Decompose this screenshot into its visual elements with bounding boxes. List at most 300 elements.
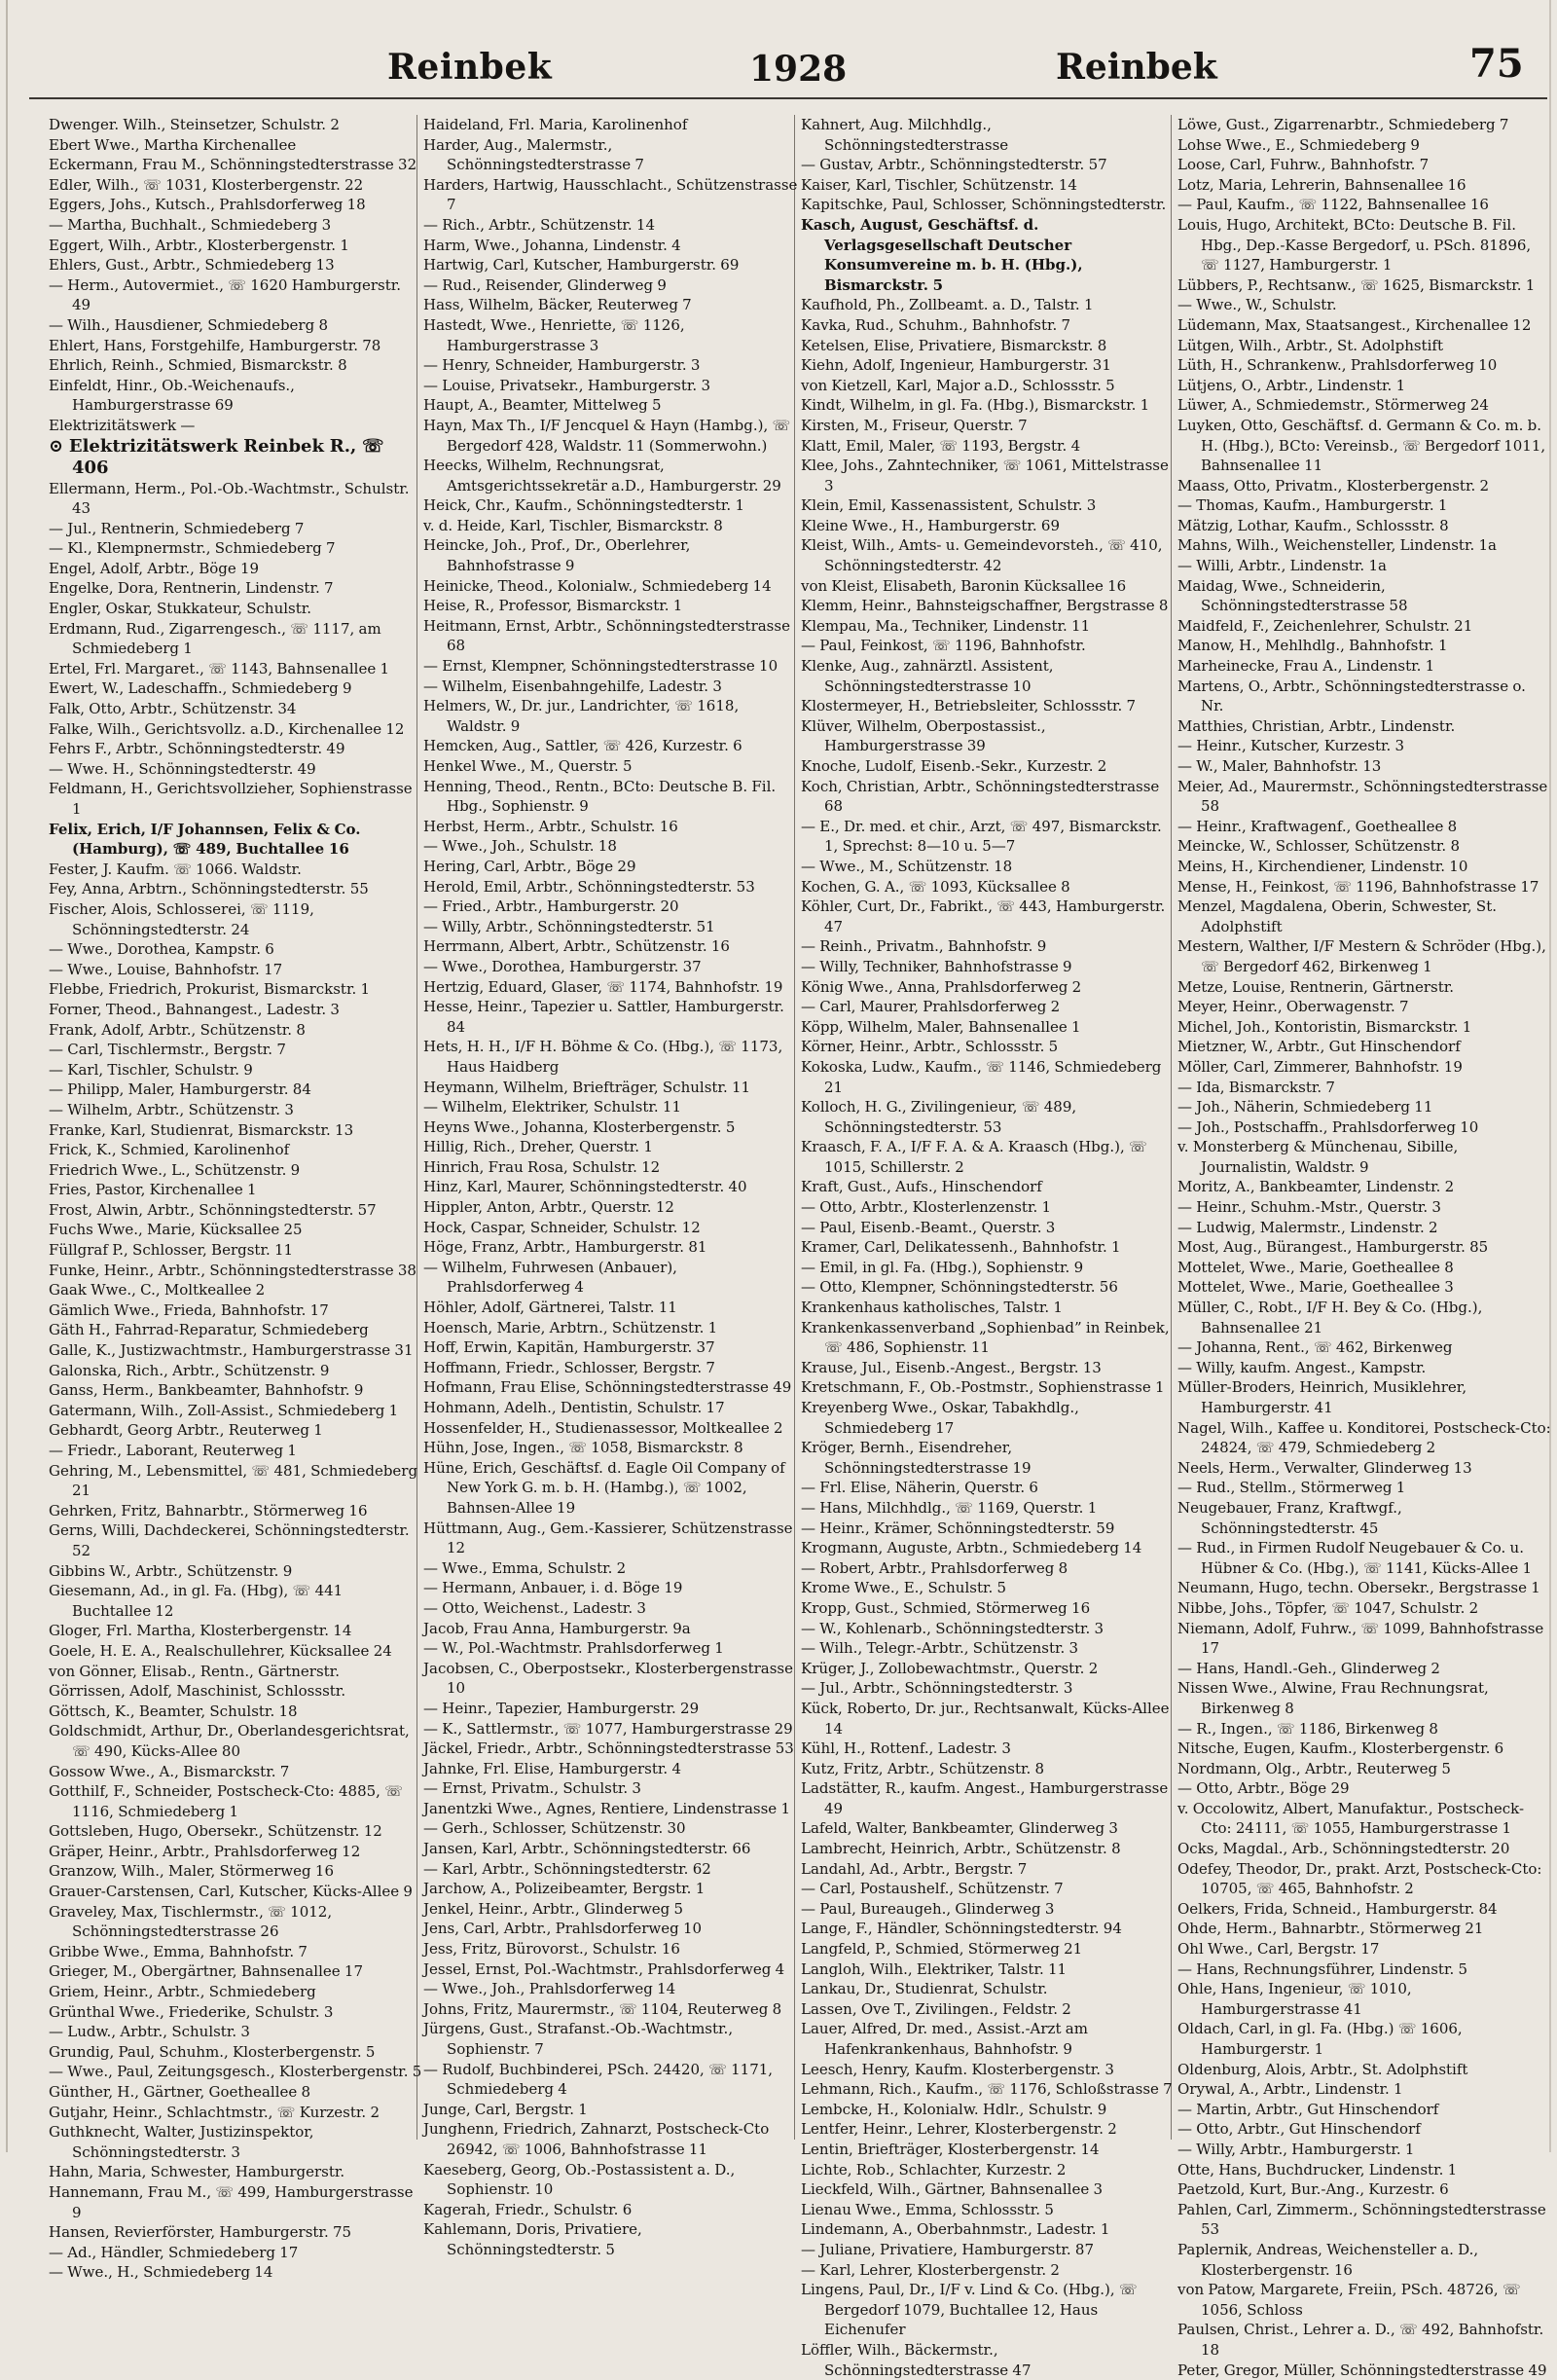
- directory-entry: — Willy, kaufm. Angest., Kampstr.: [1177, 1358, 1552, 1378]
- directory-entry: — Jul., Arbtr., Schönningstedterstr. 3: [801, 1678, 1176, 1699]
- directory-entry: — Wwe., Paul, Zeitungsgesch., Klosterbergenstr. 5: [49, 2062, 423, 2082]
- directory-entry: — Heinr., Tapezier, Hamburgerstr. 29: [423, 1699, 798, 1719]
- directory-entry: — Wwe., Emma, Schulstr. 2: [423, 1558, 798, 1579]
- directory-entry: Gatermann, Wilh., Zoll-Assist., Schmiedeberg 1: [49, 1401, 423, 1421]
- directory-entry: Krome Wwe., E., Schulstr. 5: [801, 1578, 1176, 1598]
- directory-entry: Hillig, Rich., Dreher, Querstr. 1: [423, 1137, 798, 1157]
- directory-entry: Ladstätter, R., kaufm. Angest., Hamburgerstrasse 49: [801, 1778, 1176, 1818]
- directory-entry: Klein, Emil, Kassenassistent, Schulstr. 3: [801, 495, 1176, 516]
- directory-entry: Erdmann, Rud., Zigarrengesch., ☏ 1117, am Schmiedeberg 1: [49, 619, 423, 659]
- directory-entry: Klenke, Aug., zahnärztl. Assistent, Schönningstedterstrasse 10: [801, 656, 1176, 696]
- directory-entry: Jahnke, Frl. Elise, Hamburgerstr. 4: [423, 1759, 798, 1779]
- directory-entry: von Kleist, Elisabeth, Baronin Kücksallee 16: [801, 576, 1176, 597]
- directory-entry: Hannemann, Frau M., ☏ 499, Hamburgerstrasse 9: [49, 2182, 423, 2222]
- directory-entry: Harders, Hartwig, Hausschlacht., Schützenstrasse 7: [423, 175, 798, 215]
- directory-entry: Lütjens, O., Arbtr., Lindenstr. 1: [1177, 376, 1552, 396]
- directory-entry: Oldach, Carl, in gl. Fa. (Hbg.) ☏ 1606, Hamburgerstr. 1: [1177, 2019, 1552, 2059]
- directory-entry: Kahlemann, Doris, Privatiere, Schönningstedterstr. 5: [423, 2219, 798, 2259]
- directory-entry: Henning, Theod., Rentn., BCto: Deutsche B. Fil. Hbg., Sophienstr. 9: [423, 777, 798, 817]
- directory-entry: Martens, O., Arbtr., Schönningstedterstrasse o. Nr.: [1177, 677, 1552, 716]
- directory-entry: — Joh., Postschaffn., Prahlsdorferweg 10: [1177, 1117, 1552, 1138]
- directory-entry: Nagel, Wilh., Kaffee u. Konditorei, Postscheck-Cto: 24824, ☏ 479, Schmiedeberg 2: [1177, 1418, 1552, 1458]
- directory-entry: Klüver, Wilhelm, Oberpostassist., Hamburgerstrasse 39: [801, 716, 1176, 756]
- page-number: 75: [1469, 41, 1524, 87]
- directory-entry: Ertel, Frl. Margaret., ☏ 1143, Bahnsenallee 1: [49, 659, 423, 679]
- directory-entry: Kraft, Gust., Aufs., Hinschendorf: [801, 1177, 1176, 1197]
- directory-entry: Kück, Roberto, Dr. jur., Rechtsanwalt, Kücks-Allee 14: [801, 1699, 1176, 1739]
- directory-entry: — W., Maler, Bahnhofstr. 13: [1177, 756, 1552, 777]
- directory-entry: Lüth, H., Schrankenw., Prahlsdorferweg 10: [1177, 355, 1552, 376]
- directory-entry: — Wilhelm, Eisenbahngehilfe, Ladestr. 3: [423, 677, 798, 697]
- directory-entry: Lambrecht, Heinrich, Arbtr., Schützenstr. 8: [801, 1839, 1176, 1859]
- directory-entry: Hock, Caspar, Schneider, Schulstr. 12: [423, 1218, 798, 1238]
- directory-entry: Jürgens, Gust., Strafanst.-Ob.-Wachtmstr., Sophienstr. 7: [423, 2019, 798, 2059]
- page-header: [0, 33, 1557, 92]
- directory-entry: Kaiser, Karl, Tischler, Schützenstr. 14: [801, 175, 1176, 196]
- directory-entry: Lauer, Alfred, Dr. med., Assist.-Arzt am Hafenkrankenhaus, Bahnhofstr. 9: [801, 2019, 1176, 2059]
- directory-entry: Hass, Wilhelm, Bäcker, Reuterweg 7: [423, 295, 798, 315]
- directory-entry: Haideland, Frl. Maria, Karolinenhof: [423, 115, 798, 135]
- directory-entry: Nissen Wwe., Alwine, Frau Rechnungsrat, Birkenweg 8: [1177, 1678, 1552, 1718]
- directory-entry: Füllgraf P., Schlosser, Bergstr. 11: [49, 1240, 423, 1261]
- directory-entry: — Willi, Arbtr., Lindenstr. 1a: [1177, 556, 1552, 576]
- directory-entry: Frost, Alwin, Arbtr., Schönningstedterstr. 57: [49, 1200, 423, 1221]
- directory-entry: Grundig, Paul, Schuhm., Klosterbergenstr. 5: [49, 2042, 423, 2063]
- directory-entry: — Jul., Rentnerin, Schmiedeberg 7: [49, 519, 423, 539]
- directory-column-2: [423, 115, 798, 2140]
- directory-entry: Ganss, Herm., Bankbeamter, Bahnhofstr. 9: [49, 1380, 423, 1401]
- directory-entry: Eggers, Johs., Kutsch., Prahlsdorferweg 18: [49, 195, 423, 215]
- directory-entry: Nordmann, Olg., Arbtr., Reuterweg 5: [1177, 1759, 1552, 1779]
- directory-entry: Otte, Hans, Buchdrucker, Lindenstr. 1: [1177, 2160, 1552, 2180]
- directory-entry: Junghenn, Friedrich, Zahnarzt, Postscheck-Cto 26942, ☏ 1006, Bahnhofstrasse 11: [423, 2119, 798, 2159]
- directory-entry: Höhler, Adolf, Gärtnerei, Talstr. 11: [423, 1298, 798, 1318]
- directory-entry: Engelke, Dora, Rentnerin, Lindenstr. 7: [49, 578, 423, 599]
- directory-entry: Krankenkassenverband „Sophienbad” in Reinbek, ☏ 486, Sophienstr. 11: [801, 1318, 1176, 1358]
- directory-entry: — Rudolf, Buchbinderei, PSch. 24420, ☏ 1171, Schmiedeberg 4: [423, 2060, 798, 2100]
- directory-entry: Dwenger. Wilh., Steinsetzer, Schulstr. 2: [49, 115, 423, 135]
- directory-entry: — Willy, Arbtr., Schönningstedterstr. 51: [423, 917, 798, 937]
- directory-entry: Hansen, Revierförster, Hamburgerstr. 75: [49, 2222, 423, 2243]
- directory-entry: Lembcke, H., Kolonialw. Hdlr., Schulstr. 9: [801, 2100, 1176, 2120]
- directory-entry: — Martin, Arbtr., Gut Hinschendorf: [1177, 2100, 1552, 2120]
- directory-entry: Hohmann, Adelh., Dentistin, Schulstr. 17: [423, 1398, 798, 1418]
- directory-entry: — Reinh., Privatm., Bahnhofstr. 9: [801, 936, 1176, 957]
- directory-entry: Helmers, W., Dr. jur., Landrichter, ☏ 1618, Waldstr. 9: [423, 696, 798, 736]
- directory-entry: — Friedr., Laborant, Reuterweg 1: [49, 1441, 423, 1461]
- directory-entry: Lafeld, Walter, Bankbeamter, Glinderweg 3: [801, 1818, 1176, 1839]
- directory-entry: Kahnert, Aug. Milchhdlg., Schönningstedterstrasse: [801, 115, 1176, 155]
- directory-entry: — Hans, Handl.-Geh., Glinderweg 2: [1177, 1659, 1552, 1679]
- directory-entry: — Rud., in Firmen Rudolf Neugebauer & Co. u. Hübner & Co. (Hbg.), ☏ 1141, Kücks-Allee 1: [1177, 1538, 1552, 1578]
- directory-entry: Gehring, M., Lebensmittel, ☏ 481, Schmiedeberg 21: [49, 1461, 423, 1501]
- directory-entry: Lüdemann, Max, Staatsangest., Kirchenallee 12: [1177, 315, 1552, 336]
- directory-entry: Lehmann, Rich., Kaufm., ☏ 1176, Schloßstrasse 7: [801, 2079, 1176, 2100]
- directory-entry: Nitsche, Eugen, Kaufm., Klosterbergenstr. 6: [1177, 1739, 1552, 1759]
- directory-entry: Gäth H., Fahrrad-Reparatur, Schmiedeberg: [49, 1320, 423, 1340]
- directory-entry: Maidfeld, F., Zeichenlehrer, Schulstr. 21: [1177, 616, 1552, 637]
- directory-entry: Hofmann, Frau Elise, Schönningstedterstrasse 49: [423, 1377, 798, 1398]
- directory-entry: Flebbe, Friedrich, Prokurist, Bismarckstr. 1: [49, 979, 423, 1000]
- directory-entry: Heecks, Wilhelm, Rechnungsrat, Amtsgerichtssekretär a.D., Hamburgerstr. 29: [423, 456, 798, 495]
- directory-entry: — Hans, Milchhdlg., ☏ 1169, Querstr. 1: [801, 1498, 1176, 1519]
- directory-entry: Jacob, Frau Anna, Hamburgerstr. 9a: [423, 1619, 798, 1639]
- directory-entry: Friedrich Wwe., L., Schützenstr. 9: [49, 1160, 423, 1181]
- directory-entry: Edler, Wilh., ☏ 1031, Klosterbergenstr. 22: [49, 175, 423, 196]
- directory-entry: Goele, H. E. A., Realschullehrer, Kücksallee 24: [49, 1641, 423, 1662]
- directory-entry: — Herm., Autovermiet., ☏ 1620 Hamburgerstr. 49: [49, 275, 423, 315]
- directory-entry: Hesse, Heinr., Tapezier u. Sattler, Hamburgerstr. 84: [423, 997, 798, 1037]
- directory-entry: Guthknecht, Walter, Justizinspektor, Schönningstedterstr. 3: [49, 2122, 423, 2162]
- directory-entry: — Paul, Kaufm., ☏ 1122, Bahnsenallee 16: [1177, 195, 1552, 215]
- directory-entry: — Rud., Reisender, Glinderweg 9: [423, 275, 798, 296]
- directory-entry: — Paul, Feinkost, ☏ 1196, Bahnhofstr.: [801, 636, 1176, 656]
- directory-entry: Franke, Karl, Studienrat, Bismarckstr. 13: [49, 1120, 423, 1141]
- directory-entry: Möller, Carl, Zimmerer, Bahnhofstr. 19: [1177, 1057, 1552, 1078]
- header-left-place: Reinbek: [387, 47, 552, 88]
- directory-entry: — Wilh., Telegr.-Arbtr., Schützenstr. 3: [801, 1638, 1176, 1659]
- directory-entry: Hertzig, Eduard, Glaser, ☏ 1174, Bahnhofstr. 19: [423, 977, 798, 998]
- directory-entry: Hüne, Erich, Geschäftsf. d. Eagle Oil Company of New York G. m. b. H. (Hambg.), ☏ 1002, Bahnsen-Allee 19: [423, 1458, 798, 1519]
- directory-entry: — Otto, Klempner, Schönningstedterstr. 56: [801, 1277, 1176, 1298]
- directory-entry: von Patow, Margarete, Freiin, PSch. 48726, ☏ 1056, Schloss: [1177, 2280, 1552, 2320]
- directory-entry: Jansen, Karl, Arbtr., Schönningstedterstr. 66: [423, 1839, 798, 1859]
- directory-entry: — Martha, Buchhalt., Schmiedeberg 3: [49, 215, 423, 236]
- directory-entry: Herold, Emil, Arbtr., Schönningstedterstr. 53: [423, 877, 798, 897]
- directory-entry: — Karl, Lehrer, Klosterbergenstr. 2: [801, 2260, 1176, 2281]
- directory-entry: — Ludwig, Malermstr., Lindenstr. 2: [1177, 1218, 1552, 1238]
- directory-entry: — Karl, Arbtr., Schönningstedterstr. 62: [423, 1859, 798, 1880]
- directory-entry: Michel, Joh., Kontoristin, Bismarckstr. 1: [1177, 1017, 1552, 1038]
- directory-entry: Kleine Wwe., H., Hamburgerstr. 69: [801, 516, 1176, 536]
- directory-entry: Gerns, Willi, Dachdeckerei, Schönningstedterstr. 52: [49, 1520, 423, 1560]
- directory-entry: — Otto, Arbtr., Gut Hinschendorf: [1177, 2119, 1552, 2140]
- directory-entry: Heitmann, Ernst, Arbtr., Schönningstedterstrasse 68: [423, 616, 798, 656]
- directory-entry: ⊙ Elektrizitätswerk Reinbek R., ☏ 406: [49, 436, 423, 479]
- directory-entry: Jenkel, Heinr., Arbtr., Glinderweg 5: [423, 1899, 798, 1920]
- directory-entry: — Ida, Bismarckstr. 7: [1177, 1078, 1552, 1098]
- directory-entry: — Wilhelm, Elektriker, Schulstr. 11: [423, 1097, 798, 1117]
- directory-entry: Mense, H., Feinkost, ☏ 1196, Bahnhofstrasse 17: [1177, 877, 1552, 897]
- directory-entry: Kochen, G. A., ☏ 1093, Kücksallee 8: [801, 877, 1176, 897]
- directory-entry: Heyns Wwe., Johanna, Klosterbergenstr. 5: [423, 1117, 798, 1138]
- directory-entry: — Willy, Arbtr., Hamburgerstr. 1: [1177, 2140, 1552, 2160]
- directory-entry: Kasch, August, Geschäftsf. d. Verlagsgesellschaft Deutscher Konsumvereine m. b. H. (Hbg.), Bismarckstr. 5: [801, 215, 1176, 295]
- directory-entry: — Johanna, Rent., ☏ 462, Birkenweg: [1177, 1337, 1552, 1358]
- directory-entry: Funke, Heinr., Arbtr., Schönningstedterstrasse 38: [49, 1261, 423, 1281]
- directory-entry: Heise, R., Professor, Bismarckstr. 1: [423, 596, 798, 616]
- directory-entry: — Heinr., Schuhm.-Mstr., Querstr. 3: [1177, 1197, 1552, 1218]
- directory-entry: Hahn, Maria, Schwester, Hamburgerstr.: [49, 2162, 423, 2182]
- directory-entry: Lichte, Rob., Schlachter, Kurzestr. 2: [801, 2160, 1176, 2180]
- directory-entry: Ellermann, Herm., Pol.-Ob.-Wachtmstr., Schulstr. 43: [49, 479, 423, 519]
- directory-entry: Fuchs Wwe., Marie, Kücksallee 25: [49, 1220, 423, 1240]
- directory-entry: Peter, Gregor, Müller, Schönningstedterstrasse 49: [1177, 2361, 1552, 2380]
- directory-entry: Meincke, W., Schlosser, Schützenstr. 8: [1177, 836, 1552, 857]
- directory-entry: Janentzki Wwe., Agnes, Rentiere, Lindenstrasse 1: [423, 1799, 798, 1819]
- directory-entry: Ebert Wwe., Martha Kirchenallee: [49, 135, 423, 156]
- directory-entry: Lieckfeld, Wilh., Gärtner, Bahnsenallee 3: [801, 2179, 1176, 2200]
- directory-entry: — Heinr., Krämer, Schönningstedterstr. 59: [801, 1519, 1176, 1539]
- directory-column-4: [1177, 115, 1552, 2140]
- directory-entry: Eggert, Wilh., Arbtr., Klosterbergenstr. 1: [49, 236, 423, 256]
- directory-entry: Knoche, Ludolf, Eisenb.-Sekr., Kurzestr. 2: [801, 756, 1176, 777]
- directory-entry: — Hermann, Anbauer, i. d. Böge 19: [423, 1578, 798, 1598]
- directory-entry: Meyer, Heinr., Oberwagenstr. 7: [1177, 997, 1552, 1017]
- directory-entry: — Wilhelm, Fuhrwesen (Anbauer), Prahlsdorferweg 4: [423, 1258, 798, 1298]
- directory-column-1: [49, 115, 423, 2140]
- directory-entry: — Rud., Stellm., Störmerweg 1: [1177, 1478, 1552, 1498]
- directory-entry: — Paul, Eisenb.-Beamt., Querstr. 3: [801, 1218, 1176, 1238]
- directory-entry: Krüger, J., Zollobewachtmstr., Querstr. 2: [801, 1659, 1176, 1679]
- directory-entry: Maidag, Wwe., Schneiderin, Schönningstedterstrasse 58: [1177, 576, 1552, 616]
- directory-entry: Krankenhaus katholisches, Talstr. 1: [801, 1298, 1176, 1318]
- directory-entry: Gloger, Frl. Martha, Klosterbergenstr. 14: [49, 1621, 423, 1641]
- directory-entry: Fehrs F., Arbtr., Schönningstedterstr. 49: [49, 739, 423, 759]
- directory-entry: Neumann, Hugo, techn. Obersekr., Bergstrasse 1: [1177, 1578, 1552, 1598]
- directory-entry: v. Occolowitz, Albert, Manufaktur., Postscheck-Cto: 24111, ☏ 1055, Hamburgerstrasse 1: [1177, 1799, 1552, 1839]
- directory-entry: Ocks, Magdal., Arb., Schönningstedterstr. 20: [1177, 1839, 1552, 1859]
- directory-entry: Gräper, Heinr., Arbtr., Prahlsdorferweg 12: [49, 1842, 423, 1862]
- directory-columns: [29, 115, 1547, 2140]
- directory-entry: Kühl, H., Rottenf., Ladestr. 3: [801, 1739, 1176, 1759]
- directory-entry: Hüttmann, Aug., Gem.-Kassierer, Schützenstrasse 12: [423, 1519, 798, 1558]
- directory-entry: Hastedt, Wwe., Henriette, ☏ 1126, Hamburgerstrasse 3: [423, 315, 798, 355]
- directory-entry: Lüwer, A., Schmiedemstr., Störmerweg 24: [1177, 395, 1552, 416]
- directory-entry: Mottelet, Wwe., Marie, Goetheallee 8: [1177, 1258, 1552, 1278]
- directory-entry: Köhler, Curt, Dr., Fabrikt., ☏ 443, Hamburgerstr. 47: [801, 897, 1176, 936]
- directory-entry: Grünthal Wwe., Friederike, Schulstr. 3: [49, 2002, 423, 2023]
- directory-entry: Elektrizitätswerk —: [49, 416, 423, 436]
- directory-entry: — Wwe., M., Schützenstr. 18: [801, 857, 1176, 877]
- directory-entry: Kokoska, Ludw., Kaufm., ☏ 1146, Schmiedeberg 21: [801, 1057, 1176, 1097]
- directory-entry: — Carl, Postaushelf., Schützenstr. 7: [801, 1879, 1176, 1899]
- directory-entry: — Hans, Rechnungsführer, Lindenstr. 5: [1177, 1959, 1552, 1980]
- directory-entry: Löffler, Wilh., Bäckermstr., Schönningstedterstrasse 47: [801, 2340, 1176, 2380]
- header-year: 1928: [749, 49, 847, 90]
- directory-entry: Matthies, Christian, Arbtr., Lindenstr.: [1177, 716, 1552, 737]
- directory-entry: Oelkers, Frida, Schneid., Hamburgerstr. 84: [1177, 1899, 1552, 1920]
- directory-entry: — Carl, Maurer, Prahlsdorferweg 2: [801, 997, 1176, 1017]
- directory-entry: Günther, H., Gärtner, Goetheallee 8: [49, 2082, 423, 2103]
- directory-entry: Nibbe, Johs., Töpfer, ☏ 1047, Schulstr. 2: [1177, 1598, 1552, 1619]
- directory-entry: Ketelsen, Elise, Privatiere, Bismarckstr. 8: [801, 336, 1176, 356]
- directory-entry: — W., Kohlenarb., Schönningstedterstr. 3: [801, 1619, 1176, 1639]
- directory-entry: — Ernst, Klempner, Schönningstedterstrasse 10: [423, 656, 798, 677]
- directory-entry: Gotthilf, F., Schneider, Postscheck-Cto: 4885, ☏ 1116, Schmiedeberg 1: [49, 1781, 423, 1821]
- directory-entry: Köpp, Wilhelm, Maler, Bahnsenallee 1: [801, 1017, 1176, 1038]
- directory-entry: Kindt, Wilhelm, in gl. Fa. (Hbg.), Bismarckstr. 1: [801, 395, 1176, 416]
- directory-entry: Lange, F., Händler, Schönningstedterstr. 94: [801, 1919, 1176, 1939]
- directory-entry: Galonska, Rich., Arbtr., Schützenstr. 9: [49, 1361, 423, 1381]
- directory-entry: Klemm, Heinr., Bahnsteigschaffner, Bergstrasse 8: [801, 596, 1176, 616]
- directory-entry: Jens, Carl, Arbtr., Prahlsdorferweg 10: [423, 1919, 798, 1939]
- directory-entry: Moritz, A., Bankbeamter, Lindenstr. 2: [1177, 1177, 1552, 1197]
- directory-entry: — Henry, Schneider, Hamburgerstr. 3: [423, 355, 798, 376]
- directory-entry: Gibbins W., Arbtr., Schützenstr. 9: [49, 1561, 423, 1582]
- directory-entry: Grauer-Carstensen, Carl, Kutscher, Kücks-Allee 9: [49, 1882, 423, 1902]
- directory-entry: Kröger, Bernh., Eisendreher, Schönningstedterstrasse 19: [801, 1438, 1176, 1478]
- directory-entry: Most, Aug., Bürangest., Hamburgerstr. 85: [1177, 1237, 1552, 1258]
- directory-entry: Lassen, Ove T., Zivilingen., Feldstr. 2: [801, 1999, 1176, 2020]
- directory-entry: Gämlich Wwe., Frieda, Bahnhofstr. 17: [49, 1300, 423, 1321]
- directory-entry: — Karl, Tischler, Schulstr. 9: [49, 1060, 423, 1080]
- directory-entry: Mahns, Wilh., Weichensteller, Lindenstr. 1a: [1177, 535, 1552, 556]
- directory-entry: Jacobsen, C., Oberpostsekr., Klosterbergenstrasse 10: [423, 1659, 798, 1699]
- directory-entry: Frank, Adolf, Arbtr., Schützenstr. 8: [49, 1020, 423, 1041]
- directory-column-3: [801, 115, 1176, 2140]
- directory-entry: Heinicke, Theod., Kolonialw., Schmiedeberg 14: [423, 576, 798, 597]
- directory-entry: — R., Ingen., ☏ 1186, Birkenweg 8: [1177, 1719, 1552, 1739]
- directory-entry: Herrmann, Albert, Arbtr., Schützenstr. 16: [423, 936, 798, 957]
- directory-entry: — Rich., Arbtr., Schützenstr. 14: [423, 215, 798, 236]
- directory-entry: Kropp, Gust., Schmied, Störmerweg 16: [801, 1598, 1176, 1619]
- directory-entry: Gottsleben, Hugo, Obersekr., Schützenstr. 12: [49, 1821, 423, 1842]
- directory-entry: Haupt, A., Beamter, Mittelweg 5: [423, 395, 798, 416]
- directory-entry: Gebhardt, Georg Arbtr., Reuterweg 1: [49, 1420, 423, 1441]
- directory-entry: — Wwe. H., Schönningstedterstr. 49: [49, 759, 423, 780]
- directory-entry: Gribbe Wwe., Emma, Bahnhofstr. 7: [49, 1942, 423, 1962]
- directory-entry: Hemcken, Aug., Sattler, ☏ 426, Kurzestr. 6: [423, 736, 798, 756]
- directory-entry: Hering, Carl, Arbtr., Böge 29: [423, 857, 798, 877]
- directory-entry: — Gustav, Arbtr., Schönningstedterstr. 57: [801, 155, 1176, 175]
- directory-entry: Menzel, Magdalena, Oberin, Schwester, St. Adolphstift: [1177, 897, 1552, 936]
- directory-entry: Lienau Wwe., Emma, Schlossstr. 5: [801, 2200, 1176, 2220]
- directory-entry: Einfeldt, Hinr., Ob.-Weichenaufs., Hamburgerstrasse 69: [49, 376, 423, 416]
- directory-entry: Langfeld, P., Schmied, Störmerweg 21: [801, 1939, 1176, 1959]
- directory-entry: Hinz, Karl, Maurer, Schönningstedterstr. 40: [423, 1177, 798, 1197]
- directory-entry: Müller, C., Robt., I/F H. Bey & Co. (Hbg.), Bahnsenallee 21: [1177, 1298, 1552, 1337]
- directory-entry: — Otto, Arbtr., Klosterlenzenstr. 1: [801, 1197, 1176, 1218]
- directory-entry: Hinrich, Frau Rosa, Schulstr. 12: [423, 1157, 798, 1178]
- directory-entry: Harder, Aug., Malermstr., Schönningstedterstrasse 7: [423, 135, 798, 175]
- directory-entry: König Wwe., Anna, Prahlsdorferweg 2: [801, 977, 1176, 998]
- directory-entry: Herbst, Herm., Arbtr., Schulstr. 16: [423, 817, 798, 837]
- directory-entry: Hossenfelder, H., Studienassessor, Moltkeallee 2: [423, 1418, 798, 1439]
- directory-entry: Mestern, Walther, I/F Mestern & Schröder (Hbg.), ☏ Bergedorf 462, Birkenweg 1: [1177, 936, 1552, 976]
- directory-entry: Jäckel, Friedr., Arbtr., Schönningstedterstrasse 53: [423, 1739, 798, 1759]
- directory-entry: Lübbers, P., Rechtsanw., ☏ 1625, Bismarckstr. 1: [1177, 275, 1552, 296]
- directory-entry: Falke, Wilh., Gerichtsvollz. a.D., Kirchenallee 12: [49, 719, 423, 740]
- directory-entry: — Wilhelm, Arbtr., Schützenstr. 3: [49, 1100, 423, 1120]
- directory-entry: Goldschmidt, Arthur, Dr., Oberlandesgerichtsrat, ☏ 490, Kücks-Allee 80: [49, 1721, 423, 1761]
- directory-entry: Maass, Otto, Privatm., Klosterbergenstr. 2: [1177, 476, 1552, 496]
- directory-entry: Kutz, Fritz, Arbtr., Schützenstr. 8: [801, 1759, 1176, 1779]
- directory-entry: — Ad., Händler, Schmiedeberg 17: [49, 2243, 423, 2263]
- directory-entry: Griem, Heinr., Arbtr., Schmiedeberg: [49, 1982, 423, 2002]
- directory-entry: Lentfer, Heinr., Lehrer, Klosterbergenstr. 2: [801, 2119, 1176, 2140]
- directory-entry: Felix, Erich, I/F Johannsen, Felix & Co. (Hamburg), ☏ 489, Buchtallee 16: [49, 820, 423, 860]
- directory-entry: — Wwe., H., Schmiedeberg 14: [49, 2262, 423, 2283]
- directory-entry: Heymann, Wilhelm, Briefträger, Schulstr. 11: [423, 1078, 798, 1098]
- directory-entry: — Willy, Techniker, Bahnhofstrasse 9: [801, 957, 1176, 977]
- directory-entry: Lütgen, Wilh., Arbtr., St. Adolphstift: [1177, 336, 1552, 356]
- directory-entry: Niemann, Adolf, Fuhrw., ☏ 1099, Bahnhofstrasse 17: [1177, 1619, 1552, 1659]
- directory-entry: Mottelet, Wwe., Marie, Goetheallee 3: [1177, 1277, 1552, 1298]
- directory-entry: Louis, Hugo, Architekt, BCto: Deutsche B. Fil. Hbg., Dep.-Kasse Bergedorf, u. PSch. 81896, ☏ 1127, Hamburgerstr. 1: [1177, 215, 1552, 275]
- directory-entry: — Gerh., Schlosser, Schützenstr. 30: [423, 1818, 798, 1839]
- directory-entry: Jarchow, A., Polizeibeamter, Bergstr. 1: [423, 1879, 798, 1899]
- directory-entry: Meier, Ad., Maurermstr., Schönningstedterstrasse 58: [1177, 777, 1552, 817]
- directory-entry: — K., Sattlermstr., ☏ 1077, Hamburgerstrasse 29: [423, 1719, 798, 1739]
- directory-entry: Neels, Herm., Verwalter, Glinderweg 13: [1177, 1458, 1552, 1479]
- directory-entry: Leesch, Henry, Kaufm. Klosterbergenstr. 3: [801, 2060, 1176, 2080]
- directory-entry: — Philipp, Maler, Hamburgerstr. 84: [49, 1080, 423, 1100]
- directory-entry: Kleist, Wilh., Amts- u. Gemeindevorsteh., ☏ 410, Schönningstedterstr. 42: [801, 535, 1176, 575]
- directory-entry: Feldmann, H., Gerichtsvollzieher, Sophienstrasse 1: [49, 779, 423, 819]
- directory-entry: Oldenburg, Alois, Arbtr., St. Adolphstift: [1177, 2060, 1552, 2080]
- directory-entry: Metze, Louise, Rentnerin, Gärtnerstr.: [1177, 977, 1552, 998]
- directory-entry: Körner, Heinr., Arbtr., Schlossstr. 5: [801, 1037, 1176, 1057]
- directory-entry: Falk, Otto, Arbtr., Schützenstr. 34: [49, 699, 423, 719]
- directory-entry: Luyken, Otto, Geschäftsf. d. Germann & Co. m. b. H. (Hbg.), BCto: Vereinsb., ☏ Bergedorf 1011, Bahnsenallee 11: [1177, 416, 1552, 476]
- directory-entry: — Kl., Klempnermstr., Schmiedeberg 7: [49, 538, 423, 559]
- directory-entry: Loose, Carl, Fuhrw., Bahnhofstr. 7: [1177, 155, 1552, 175]
- directory-entry: — Wwe., W., Schulstr.: [1177, 295, 1552, 315]
- directory-entry: Lingens, Paul, Dr., I/F v. Lind & Co. (Hbg.), ☏ Bergedorf 1079, Buchtallee 12, Haus Eichenufer: [801, 2280, 1176, 2340]
- directory-entry: Ewert, W., Ladeschaffn., Schmiedeberg 9: [49, 678, 423, 699]
- directory-entry: Engler, Oskar, Stukkateur, Schulstr.: [49, 599, 423, 619]
- directory-entry: — Wwe., Louise, Bahnhofstr. 17: [49, 960, 423, 980]
- directory-entry: Kraasch, F. A., I/F F. A. & A. Kraasch (Hbg.), ☏ 1015, Schillerstr. 2: [801, 1137, 1176, 1177]
- directory-entry: Giesemann, Ad., in gl. Fa. (Hbg), ☏ 441 Buchtallee 12: [49, 1581, 423, 1621]
- directory-entry: Lankau, Dr., Studienrat, Schulstr.: [801, 1979, 1176, 1999]
- directory-entry: Graveley, Max, Tischlermstr., ☏ 1012, Schönningstedterstrasse 26: [49, 1902, 423, 1942]
- directory-entry: Fischer, Alois, Schlosserei, ☏ 1119, Schönningstedterstr. 24: [49, 899, 423, 939]
- directory-entry: — Frl. Elise, Näherin, Querstr. 6: [801, 1478, 1176, 1498]
- directory-entry: — Louise, Privatsekr., Hamburgerstr. 3: [423, 376, 798, 396]
- directory-entry: Klatt, Emil, Maler, ☏ 1193, Bergstr. 4: [801, 436, 1176, 457]
- directory-entry: — Wwe., Joh., Schulstr. 18: [423, 836, 798, 857]
- directory-entry: Pahlen, Carl, Zimmerm., Schönningstedterstrasse 53: [1177, 2200, 1552, 2240]
- directory-entry: Ehlert, Hans, Forstgehilfe, Hamburgerstr. 78: [49, 336, 423, 356]
- directory-entry: Kapitschke, Paul, Schlosser, Schönningstedterstr.: [801, 195, 1176, 215]
- directory-entry: Kretschmann, F., Ob.-Postmstr., Sophienstrasse 1: [801, 1377, 1176, 1398]
- directory-entry: Lotz, Maria, Lehrerin, Bahnsenallee 16: [1177, 175, 1552, 196]
- directory-entry: v. d. Heide, Karl, Tischler, Bismarckstr. 8: [423, 516, 798, 536]
- directory-entry: Hühn, Jose, Ingen., ☏ 1058, Bismarckstr. 8: [423, 1438, 798, 1458]
- directory-entry: — Fried., Arbtr., Hamburgerstr. 20: [423, 897, 798, 917]
- directory-entry: Ohl Wwe., Carl, Bergstr. 17: [1177, 1939, 1552, 1959]
- directory-entry: Krause, Jul., Eisenb.-Angest., Bergstr. 13: [801, 1358, 1176, 1378]
- directory-entry: Hayn, Max Th., I/F Jencquel & Hayn (Hambg.), ☏ Bergedorf 428, Waldstr. 11 (Sommerwohn.): [423, 416, 798, 456]
- directory-entry: — Carl, Tischlermstr., Bergstr. 7: [49, 1040, 423, 1060]
- directory-entry: — Wwe., Dorothea, Kampstr. 6: [49, 939, 423, 960]
- directory-entry: Engel, Adolf, Arbtr., Böge 19: [49, 559, 423, 579]
- directory-entry: Klempau, Ma., Techniker, Lindenstr. 11: [801, 616, 1176, 637]
- directory-entry: Grieger, M., Obergärtner, Bahnsenallee 17: [49, 1961, 423, 1982]
- directory-entry: Fries, Pastor, Kirchenallee 1: [49, 1180, 423, 1200]
- directory-entry: — Otto, Arbtr., Böge 29: [1177, 1778, 1552, 1799]
- directory-entry: Görrissen, Adolf, Maschinist, Schlossstr.: [49, 1681, 423, 1702]
- directory-entry: Kolloch, H. G., Zivilingenieur, ☏ 489, Schönningstedterstr. 53: [801, 1097, 1176, 1137]
- directory-entry: Klostermeyer, H., Betriebsleiter, Schlossstr. 7: [801, 696, 1176, 716]
- directory-entry: Hippler, Anton, Arbtr., Querstr. 12: [423, 1197, 798, 1218]
- directory-entry: Forner, Theod., Bahnangest., Ladestr. 3: [49, 1000, 423, 1020]
- directory-entry: — Juliane, Privatiere, Hamburgerstr. 87: [801, 2240, 1176, 2260]
- directory-entry: Mietzner, W., Arbtr., Gut Hinschendorf: [1177, 1037, 1552, 1057]
- directory-entry: von Gönner, Elisab., Rentn., Gärtnerstr.: [49, 1662, 423, 1682]
- directory-entry: Meins, H., Kirchendiener, Lindenstr. 10: [1177, 857, 1552, 877]
- directory-entry: Klee, Johs., Zahntechniker, ☏ 1061, Mittelstrasse 3: [801, 456, 1176, 495]
- directory-entry: Jessel, Ernst, Pol.-Wachtmstr., Prahlsdorferweg 4: [423, 1959, 798, 1980]
- directory-entry: Ehrlich, Reinh., Schmied, Bismarckstr. 8: [49, 355, 423, 376]
- directory-entry: Jess, Fritz, Bürovorst., Schulstr. 16: [423, 1939, 798, 1959]
- directory-entry: — Wilh., Hausdiener, Schmiedeberg 8: [49, 315, 423, 336]
- directory-entry: Galle, K., Justizwachtmstr., Hamburgerstrasse 31: [49, 1340, 423, 1361]
- directory-entry: — Emil, in gl. Fa. (Hbg.), Sophienstr. 9: [801, 1258, 1176, 1278]
- directory-entry: Junge, Carl, Bergstr. 1: [423, 2100, 798, 2120]
